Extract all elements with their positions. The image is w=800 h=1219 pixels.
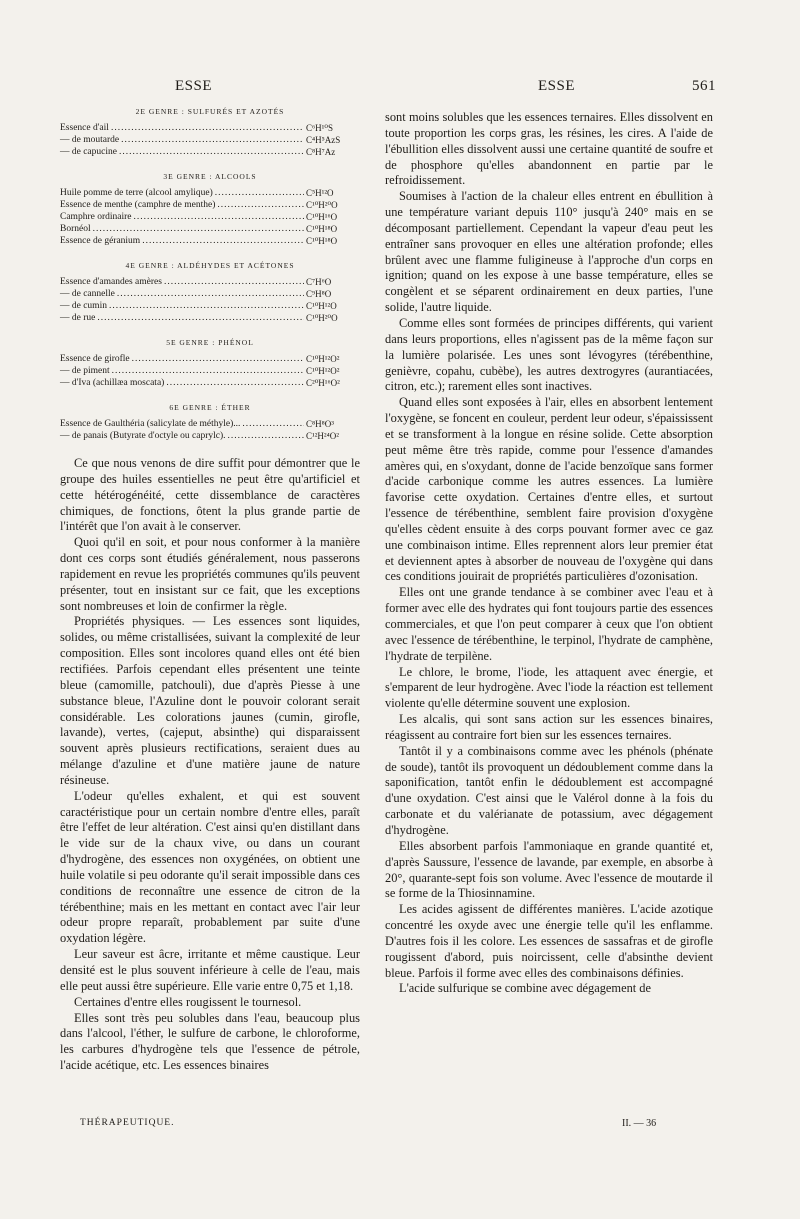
- left-body-text: [60, 456, 360, 1074]
- essence-name: — de cannelle: [60, 289, 115, 299]
- paragraph: Soumises à l'action de la chaleur elles entrent en ébullition à une température variant depuis 110° jusqu'à 240° mais en se décomposant partiellement. Cependant la vapeur d'eau peut les entraîner sans provoquer en elles une altération profonde; elles brûlent avec une flamme fuligineuse à l'approche d'un corps en ignition; quand on les expose à une basse température, elles se congèlent et se séparent ordinairement en deux parties, l'une solide, l'autre liquide.: [385, 189, 713, 315]
- genre-heading: 2E GENRE : SULFURÉS ET AZOTÉS: [135, 107, 285, 116]
- paragraph: sont moins solubles que les essences ternaires. Elles dissolvent en toute proportion les corps gras, les résines, les cires. A l'aide de l'ébullition elles dissolvent aussi une certaine quantité de soufre et de phosphore qu'elles abandonnent en partie par le refroidissement.: [385, 110, 713, 188]
- essence-name: — d'Iva (achillæa moscata): [60, 378, 165, 388]
- essence-name: Bornéol: [60, 224, 91, 234]
- chemical-formula: C⁴H⁵AzS: [306, 135, 341, 145]
- running-head-right: ESSE: [538, 78, 576, 94]
- leader-dots: [134, 211, 305, 223]
- essence-name: — de panais (Butyrate d'octyle ou caprylc).: [60, 431, 226, 441]
- leader-dots: [97, 312, 304, 324]
- chemical-formula: C¹²H²⁴O²: [306, 431, 339, 441]
- table-row: [60, 276, 360, 288]
- table-row: [60, 187, 360, 199]
- leader-dots: [228, 430, 304, 442]
- genre-group: [60, 107, 360, 158]
- table-row: [60, 122, 360, 134]
- paragraph: Quand elles sont exposées à l'air, elles en absorbent lentement l'oxygène, se foncent en couleur, perdent leur odeur, s'épaississent et se transforment à la longue en résine solide. Cette absorption peut même être très rapide, comme pour l'essence d'amandes amères qui, en s'oxydant, donne de l'acide benzoïque sans former d'acide carbonique comme les autres essences. La lumière favorise cette oxydation. Certaines d'entre elles, et surtout l'essence de térébenthine, semblent faire provision d'oxygène qu'elles cèdent ensuite à des corps pouvant former avec ce gaz une combinaison intime. Elles reprennent alors leur premier état et deviennent aptes à absorber de nouveau de l'oxygène qui dans ces conditions jouirait de propriétés particulières d'ozonisation.: [385, 395, 713, 584]
- table-row: [60, 211, 360, 223]
- essence-name: — de piment: [60, 366, 110, 376]
- leader-dots: [142, 235, 304, 247]
- essence-name: Essence de menthe (camphre de menthe): [60, 200, 216, 210]
- table-row: [60, 146, 360, 158]
- paragraph: Certaines d'entre elles rougissent le tournesol.: [74, 994, 302, 1009]
- leader-dots: [111, 122, 304, 134]
- chemical-formula: C¹⁰H¹⁸O: [306, 236, 338, 246]
- chemical-formula: C¹⁰H²⁰O: [306, 200, 338, 210]
- leader-dots: [242, 418, 304, 430]
- chemical-formula: C¹⁰H¹⁸O: [306, 224, 338, 234]
- chemical-formula: C¹⁰H²⁰O: [306, 313, 338, 323]
- leader-dots: [217, 199, 304, 211]
- chemical-formula: C⁵H¹²O: [306, 188, 334, 198]
- table-row: [60, 353, 360, 365]
- genre-group: [60, 172, 360, 247]
- right-body-text: [385, 110, 713, 997]
- paragraph: Elles ont une grande tendance à se combiner avec l'eau et à former avec elle des hydrates qui font toujours partie des essences commerciales, et que l'on peut comparer à ceux que l'on obtient avec l'essence de térébenthine, le terpinol, l'hydrate de camphène, l'hydrate de terpilène.: [385, 585, 713, 663]
- footer-title: THÉRAPEUTIQUE.: [80, 1118, 175, 1128]
- table-row: [60, 365, 360, 377]
- leader-dots: [119, 146, 304, 158]
- table-row: [60, 418, 360, 430]
- chemical-formula: C¹⁰H¹⁶O: [306, 212, 338, 222]
- chemical-formula: C¹⁰H¹²O: [306, 301, 337, 311]
- paragraph: Les acides agissent de différentes manières. L'acide azotique concentré les oxyde avec une énergie telle qu'il les enflamme. D'autres fois il les colore. Les essences de sassafras et de girofle rougissent d'abord, puis noircissent, celle d'absinthe devient bleue. Parfois il forme avec elles des combinaisons définies.: [385, 902, 713, 980]
- table-row: [60, 223, 360, 235]
- page-number: 561: [692, 78, 716, 94]
- essence-name: Essence d'amandes amères: [60, 277, 162, 287]
- essence-classification-table: [60, 107, 360, 442]
- chemical-formula: C⁶H¹⁰S: [306, 123, 333, 133]
- table-row: [60, 134, 360, 146]
- right-column: [385, 110, 713, 997]
- table-row: [60, 235, 360, 247]
- genre-group: [60, 338, 360, 389]
- left-column: [60, 104, 360, 1074]
- running-head-left: ESSE: [175, 78, 213, 94]
- chemical-formula: C¹⁰H¹²O²: [306, 354, 340, 364]
- leader-dots: [109, 300, 304, 312]
- chemical-formula: C¹⁰H¹²O²: [306, 366, 340, 376]
- leader-dots: [215, 187, 304, 199]
- leader-dots: [164, 276, 304, 288]
- paragraph: Elles absorbent parfois l'ammoniaque en grande quantité et, d'après Saussure, l'essence de lavande, par exemple, en absorbe à 20°, quarante-sept fois son volume. Avec l'essence de moutarde il se forme de la Thiosinnamine.: [385, 838, 713, 901]
- paragraph: Leur saveur est âcre, irritante et même caustique. Leur densité est le plus souvent inférieure à celle de l'eau, mais elle peut aussi être supérieure. Elle varie entre 0,75 et 1,18.: [60, 947, 360, 993]
- leader-dots: [117, 288, 304, 300]
- table-row: [60, 377, 360, 389]
- paragraph: Ce que nous venons de dire suffit pour démontrer que le groupe des huiles essentielles ne peut être qu'artificiel et cette hétérogénéité, cette dissemblance de caractères chimiques, de fonctions, ôtent la plus grande partie de l'intérêt que l'on avait à le conserver.: [60, 456, 360, 534]
- chemical-formula: C⁸H⁷Az: [306, 147, 336, 157]
- table-row: [60, 312, 360, 324]
- genre-heading: 5E GENRE : PHÉNOL: [166, 338, 254, 347]
- chemical-formula: C⁷H⁶O: [306, 277, 332, 287]
- chemical-formula: C⁹H⁸O: [306, 289, 332, 299]
- essence-name: — de cumin: [60, 301, 107, 311]
- table-row: [60, 288, 360, 300]
- table-row: [60, 430, 360, 442]
- genre-group: [60, 261, 360, 324]
- essence-name: Huile pomme de terre (alcool amylique): [60, 188, 213, 198]
- chemical-formula: C⁸H⁸O³: [306, 419, 334, 429]
- essence-name: Essence de géranium: [60, 236, 141, 246]
- leader-dots: [93, 223, 304, 235]
- genre-group: [60, 403, 360, 442]
- table-row: [60, 199, 360, 211]
- paragraph: L'odeur qu'elles exhalent, et qui est souvent caractéristique pour un certain nombre d'entre elles, paraît être l'effet de leur altération. C'est ainsi qu'en distillant dans le vide sur de la chaux vive, ou dans un courant d'hydrogène, des essences non oxygénées, on obtient une huile volatile si peu odorante qu'il serait impossible dans ces conditions de reconnaître une essence de citron de la térébenthine; mais en les mettant en contact avec l'air leur odeur propre reparaît, probablement par suite d'une oxydation légère.: [60, 788, 360, 946]
- paragraph: Tantôt il y a combinaisons comme avec les phénols (phénate de soude), tantôt ils provoquent un dédoublement comme dans la saponification, tantôt enfin le dédoublement est accompagné d'une oxydation. C'est ainsi que le Valérol donne à la fois du carbonate et du valérianate de potassium, avec dégagement d'hydrogène.: [385, 743, 713, 837]
- footer-signature: II. — 36: [622, 1118, 657, 1129]
- essence-name: Camphre ordinaire: [60, 212, 132, 222]
- genre-heading: 3E GENRE : ALCOOLS: [163, 172, 257, 181]
- paragraph: Le chlore, le brome, l'iode, les attaquent avec énergie, et s'emparent de leur hydrogène. Avec l'iode la réaction est tellement violente qu'elle détermine souvent une explosion.: [385, 664, 713, 711]
- leader-dots: [132, 353, 304, 365]
- paragraph: L'acide sulfurique se combine avec dégagement de: [399, 981, 651, 996]
- leader-dots: [166, 377, 304, 389]
- paragraph: Quoi qu'il en soit, et pour nous conformer à la manière dont ces corps sont étudiés généralement, nous passerons rapidement en revue les propriétés communes qu'ils peuvent présenter, tout en insistant sur ce fait, que les exceptions sont nombreuses et loin de confirmer la règle.: [60, 535, 360, 613]
- essence-name: — de capucine: [60, 147, 117, 157]
- paragraph: Les alcalis, qui sont sans action sur les essences binaires, réagissent au contraire fort bien sur les essences ternaires.: [385, 712, 713, 742]
- table-row: [60, 300, 360, 312]
- paragraph: Propriétés physiques. — Les essences sont liquides, solides, ou même cristallisées, suivant la complexité de leur composition. Elles sont incolores quand elles ont été bien rectifiées. Parfois cependant elles présentent une teinte bleue (camomille, patchouli), due d'après Piesse à une substance bleue, l'Azuline dont le pouvoir colorant serait considérable. Les colorations jaunes (cumin, girofle, lavande), vertes, (cajeput, absinthe) qui disparaissent souvent après plusieurs rectifications, seraient dues au mélange d'azuline et d'une matière jaune de nature résineuse.: [60, 614, 360, 787]
- essence-name: — de rue: [60, 313, 96, 323]
- paragraph: Comme elles sont formées de principes différents, qui varient dans leurs proportions, elles n'agissent pas de la même façon sur la lumière polarisée. Les unes sont lévogyres (térébenthine, genièvre, copahu, cubèbe), les autres dextrogyres (aurantiacées, citron, etc.); rarement elles sont inactives.: [385, 315, 713, 394]
- essence-name: Essence de girofle: [60, 354, 130, 364]
- essence-name: Essence de Gaulthéria (salicylate de méthyle)...: [60, 419, 241, 429]
- essence-name: — de moutarde: [60, 135, 120, 145]
- chemical-formula: C²⁰H¹⁶O²: [306, 378, 340, 388]
- paragraph: Elles sont très peu solubles dans l'eau, beaucoup plus dans l'alcool, l'éther, le sulfure de carbone, le chloroforme, les carbures d'hydrogène tels que l'essence de pétrole, l'acide acétique, etc. Les essences binaires: [60, 1010, 360, 1073]
- genre-heading: 4E GENRE : ALDÉHYDES ET ACÉTONES: [125, 261, 295, 270]
- leader-dots: [112, 365, 304, 377]
- essence-name: Essence d'ail: [60, 123, 109, 133]
- genre-heading: 6E GENRE : ÉTHER: [169, 403, 251, 412]
- leader-dots: [121, 134, 304, 146]
